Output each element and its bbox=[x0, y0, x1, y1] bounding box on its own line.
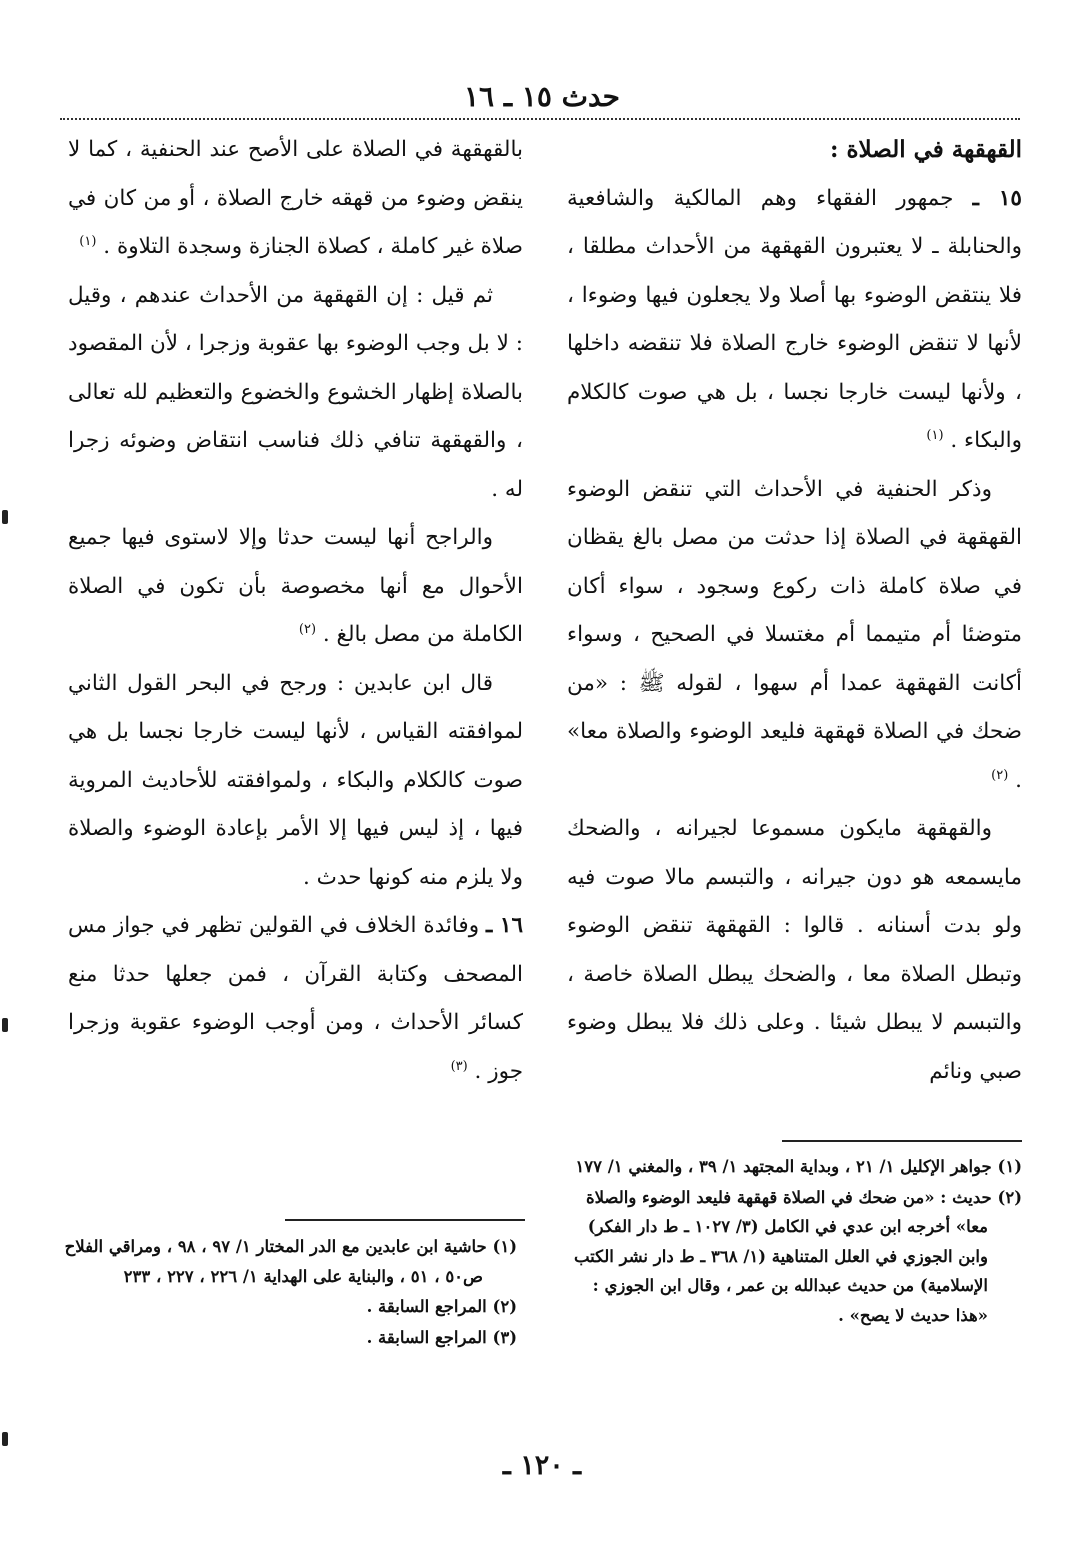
paragraph-number: ١٥ ـ bbox=[972, 185, 1022, 211]
footnote-rule-left bbox=[285, 1219, 525, 1221]
paragraph-definitions bbox=[567, 805, 1022, 1096]
footnote-item: (٢) حديث : «من ضحك في الصلاة قهقهة فليعد الوضوء والصلاة معا» أخرجه ابن عدي في الكامل (٣/ ١٠٢٧ ـ ط دار الفكر) وابن الجوزي في العلل المتناهية (١/ ٣٦٨ ـ ط دار نشر الكتب الإسلامية) من حديث عبدالله بن عمر ، وقال ابن الجوزي : «هذا حديث لا يصح» . bbox=[573, 1187, 1022, 1325]
footnote-item: (١) حاشية ابن عابدين مع الدر المختار ١/ ٩٧ ، ٩٨ ، ومراقي الفلاح ص٥٠ ، ٥١ ، والبناية على الهداية ١/ ٢٢٦ ، ٢٢٧ ، ٢٣٣ bbox=[64, 1237, 517, 1286]
paragraph-text: جمهور الفقهاء وهم المالكية والشافعية والحنابلة ـ لا يعتبرون القهقهة من الأحداث مطلقا ، فلا ينتقض الوضوء بها أصلا ولا يجعلون فيها وضوءا ، لأنها لا تنقض الوضوء خارج الصلاة فلا تنقضه داخلها ، ولأنها ليست خارجا نجسا ، بل هي صوت كالكلام والبكاء . bbox=[567, 185, 1022, 453]
paragraph-text: ثم قيل : إن القهقهة من الأحداث عندهم ، وقيل : لا بل وجب الوضوء بها عقوبة وزجرا ، لأن المقصود بالصلاة إظهار الخشوع والخضوع والتعظيم لله تعالى ، والقهقهة تنافي ذلك فناسب انتقاض وضوئه زجرا له . bbox=[68, 282, 523, 502]
paragraph-text: وذكر الحنفية في الأحداث التي تنقض الوضوء القهقهة في الصلاة إذا حدثت من مصل بالغ يقظان في صلاة كاملة ذات ركوع وسجود ، سواء أكان متوضئا أم متيمما أم مغتسلا في الصحيح ، وسواء أكانت القهقهة عمدا أم سهوا ، لقوله ﷺ : «من ضحك في الصلاة قهقهة فليعد الوضوء والصلاة معا» . bbox=[567, 476, 1022, 793]
right-column bbox=[567, 126, 1022, 1096]
footnote-rule-right bbox=[782, 1140, 1022, 1142]
footnotes-left bbox=[62, 1232, 517, 1353]
footnote-ref: (٢) bbox=[991, 767, 1009, 783]
paragraph-ibn-abidin bbox=[68, 660, 523, 903]
footnote-item: (٢) المراجع السابقة . bbox=[366, 1297, 517, 1316]
footnote-ref: (٣) bbox=[450, 1058, 468, 1074]
header-dotted-rule bbox=[60, 118, 1020, 120]
running-title: حدث ١٥ ـ ١٦ bbox=[464, 80, 620, 113]
paragraph-text: والراجح أنها ليست حدثا وإلا لاستوى فيها جميع الأحوال مع أنها مخصوصة بأن تكون في الصلاة الكاملة من مصل بالغ . bbox=[68, 525, 523, 647]
paragraph-16 bbox=[68, 902, 523, 1096]
paragraph-text: والقهقهة مايكون مسموعا لجيرانه ، والضحك مايسمعه هو دون جيرانه ، والتبسم مالا صوت فيه ولو بدت أسنانه . قالوا : القهقهة تنقض الوضوء وتبطل الصلاة معا ، والضحك يبطل الصلاة خاصة ، والتبسم لا يبطل شيئا . وعلى ذلك فلا يبطل وضوء صبي ونائم bbox=[567, 816, 1022, 1084]
paragraph-15 bbox=[567, 175, 1022, 466]
paragraph-text: وفائدة الخلاف في القولين تظهر في جواز مس المصحف وكتابة القرآن ، فمن جعلها حدثا منع كسائر الأحداث ، ومن أوجب الوضوء عقوبة وزجرا جوز . bbox=[68, 913, 523, 1084]
footnotes-right bbox=[567, 1152, 1022, 1331]
scan-edge-mark bbox=[2, 510, 8, 524]
paragraph-number: ١٦ ـ bbox=[486, 913, 523, 938]
page-number: ـ ١٢٠ ـ bbox=[502, 1450, 582, 1481]
footnote-item: (٣) المراجع السابقة . bbox=[366, 1327, 517, 1347]
section-heading: القهقهة في الصلاة : bbox=[830, 136, 1022, 163]
paragraph-continuation bbox=[68, 126, 523, 272]
scan-edge-mark bbox=[2, 1018, 8, 1032]
paragraph-text: قال ابن عابدين : ورجح في البحر القول الثاني لموافقته القياس ، لأنها ليست خارجا نجسا بل هي صوت كالكلام والبكاء ، ولموافقته للأحاديث المروية فيها ، إذ ليس فيها إلا الأمر بإعادة الوضوء والصلاة ولا يلزم منه كونها حدث . bbox=[68, 670, 523, 890]
paragraph-opinions bbox=[68, 272, 523, 515]
footnote-ref: (٢) bbox=[298, 621, 317, 637]
paragraph-hanafi bbox=[567, 466, 1022, 806]
paragraph-text: بالقهقهة في الصلاة على الأصح عند الحنفية ، كما لا ينقض وضوء من قهقه خارج الصلاة ، أو من كان في صلاة غير كاملة ، كصلاة الجنازة وسجدة التلاوة . bbox=[68, 137, 523, 259]
footnote-item: (١) جواهر الإكليل ١/ ٢١ ، وبداية المجتهد ١/ ٣٩ ، والمغني ١/ ١٧٧ bbox=[575, 1157, 1022, 1176]
paragraph-preferred bbox=[68, 514, 523, 660]
footnote-ref: (١) bbox=[79, 233, 97, 249]
scan-edge-mark bbox=[2, 1432, 8, 1446]
left-column bbox=[68, 126, 523, 1096]
footnote-ref: (١) bbox=[926, 427, 944, 443]
